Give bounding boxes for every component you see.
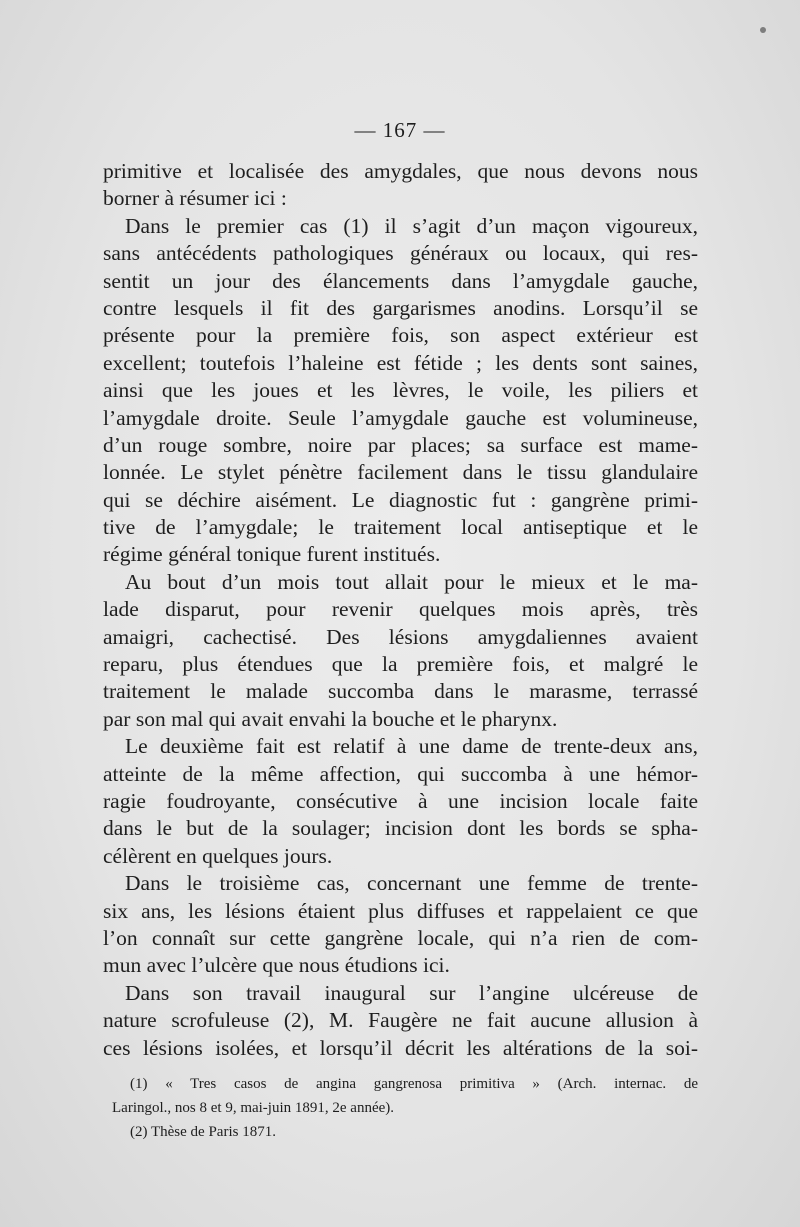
footnote-line: Laringol., nos 8 et 9, mai-juin 1891, 2e année). (112, 1100, 395, 1116)
body-text (103, 158, 698, 1062)
body-line: sans antécédents pathologiques généraux ou locaux, qui res- (103, 241, 698, 266)
body-line: d’un rouge sombre, noire par places; sa surface est mame- (103, 432, 698, 457)
body-line: célèrent en quelques jours. (103, 843, 333, 868)
footnote-line: (1) « Tres casos de angina gangrenosa primitiva » (Arch. internac. de (130, 1076, 698, 1092)
body-line: contre lesquels il fit des gargarismes anodins. Lorsqu’il se (103, 295, 698, 320)
body-line: excellent; toutefois l’haleine est fétide ; les dents sont saines, (103, 350, 698, 375)
body-line: Dans son travail inaugural sur l’angine ulcéreuse de (125, 980, 698, 1005)
body-line: six ans, les lésions étaient plus diffuses et rappelaient ce que (103, 898, 698, 923)
page-number: — 167 — (354, 118, 446, 142)
body-line: mun avec l’ulcère que nous étudions ici. (103, 953, 450, 978)
body-line: nature scrofuleuse (2), M. Faugère ne fait aucune allusion à (103, 1008, 698, 1033)
footnotes (112, 1072, 698, 1144)
ink-speck (760, 27, 766, 33)
body-line: présente pour la première fois, son aspect extérieur est (103, 323, 698, 348)
body-line: dans le but de la soulager; incision dont les bords se spha- (103, 816, 698, 841)
body-line: régime général tonique furent institués. (103, 542, 441, 567)
body-line: ces lésions isolées, et lorsqu’il décrit les altérations de la soi- (103, 1035, 698, 1060)
body-line: reparu, plus étendues que la première fois, et malgré le (103, 652, 698, 677)
body-line: primitive et localisée des amygdales, que nous devons nous (103, 159, 698, 183)
body-line: par son mal qui avait envahi la bouche et le pharynx. (103, 706, 558, 731)
body-line: qui se déchire aisément. Le diagnostic fut : gangrène primi- (103, 487, 698, 512)
body-line: atteinte de la même affection, qui succomba à une hémor- (103, 761, 698, 786)
body-line: Dans le troisième cas, concernant une femme de trente- (125, 871, 698, 896)
body-line: traitement le malade succomba dans le marasme, terrassé (103, 679, 698, 704)
body-line: lonnée. Le stylet pénètre facilement dans le tissu glandulaire (103, 460, 698, 485)
body-line: l’amygdale droite. Seule l’amygdale gauche est volumineuse, (103, 405, 698, 430)
body-line: ragie foudroyante, consécutive à une incision locale faite (103, 788, 698, 813)
footnote-line: (2) Thèse de Paris 1871. (130, 1124, 276, 1140)
body-line: amaigri, cachectisé. Des lésions amygdaliennes avaient (103, 624, 698, 649)
body-line: ainsi que les joues et les lèvres, le voile, les piliers et (103, 378, 698, 403)
body-line: Dans le premier cas (1) il s’agit d’un maçon vigoureux, (125, 213, 698, 238)
body-line: Au bout d’un mois tout allait pour le mieux et le ma- (125, 569, 698, 594)
body-line: l’on connaît sur cette gangrène locale, qui n’a rien de com- (103, 925, 698, 950)
body-line: tive de l’amygdale; le traitement local antiseptique et le (103, 515, 698, 540)
body-line: lade disparut, pour revenir quelques mois après, très (103, 597, 698, 622)
body-line: sentit un jour des élancements dans l’amygdale gauche, (103, 268, 698, 293)
body-line: Le deuxième fait est relatif à une dame de trente-deux ans, (125, 734, 698, 759)
body-line: borner à résumer ici : (103, 186, 287, 211)
